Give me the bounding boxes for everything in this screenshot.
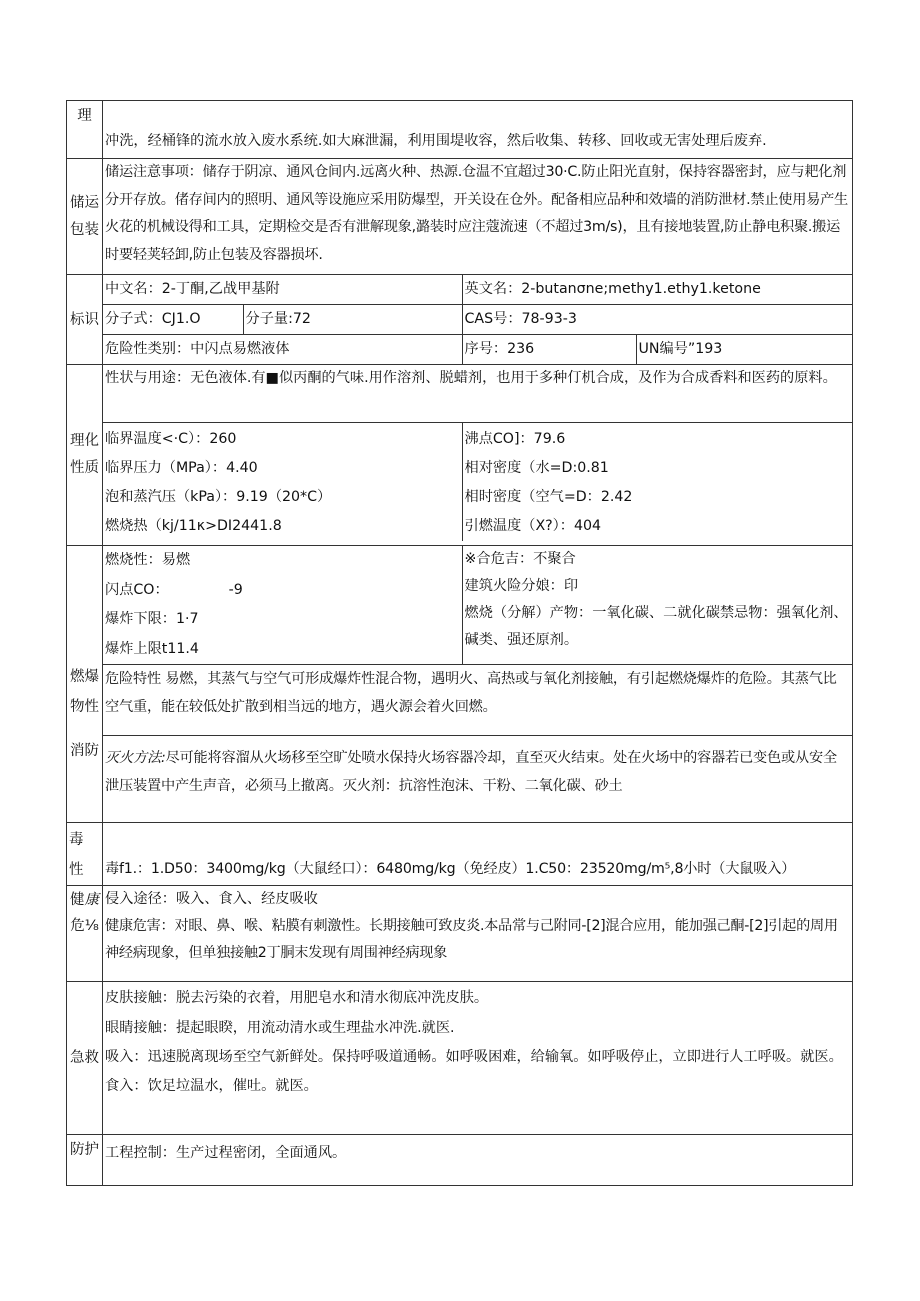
row-fire-props	[67, 546, 853, 665]
flash-point: 闪点CO： -9	[105, 581, 243, 598]
firstaid-ingest: 食入：饮足垃温水，催吐。就医。	[105, 1078, 318, 1094]
health-hazard: 健康危害：对眼、鼻、喉、粘膜有刺激性。长期接触可致皮炎.本品常与己附同-[2]混合应用，能加强己酮-[2]引起的周用神经病现象，但单独接触2丁胴末发现有周围神经病现象	[105, 918, 838, 961]
lower-limit: 爆炸下限：1·7	[105, 611, 199, 627]
extinguish-method-label: 灭火方法:	[105, 750, 166, 766]
storage-text: 储运注意事项：储存于阴凉、通风仓间内.远离火种、热源.仓温不宜超过30·C.防止阳光直射，保持容器密封，应与耙化剂分开存放。偖存间内的照明、通风等设施应采用防爆型，开关设在仓外。配备相应品种和效墙的消防泄材.禁止使用易产生火花的机械设得和工具，定期检交是否有泄解现象,潞装时应注蔻流速（不超过3m/s)，且有接地装置,防止静电积聚.搬运时要轻荚轻卸,防止包装及容器损坏.	[105, 164, 848, 263]
extinguish-method: 尽可能将容溜从火场移至空旷处喷水保持火场容器冷却，直至灭火结束。处在火场中的容器若已变色或从安全泄压装置中产生声音，必须马上撤离。灭火剂：抗溶性泡沫、干粉、二氧化碳、砂土	[105, 750, 837, 794]
decomposition-products: 燃烧（分解）产物：一氧化碳、二就化碳禁忌物：强氧化剂、碱类、强还原剂。	[464, 605, 848, 648]
label-firstaid: 急救	[67, 982, 103, 1135]
row-protection	[67, 1135, 853, 1186]
physchem-grid	[103, 423, 853, 541]
flash-point-value: -9	[228, 581, 243, 598]
row-toxicity	[67, 823, 853, 886]
extinguish	[105, 736, 850, 800]
label-fire: 燃爆 物性 消防	[67, 546, 103, 823]
vapor-pressure: 泡和蒸汽压（kPa）：9.19（20*C）	[103, 483, 462, 512]
row-fire-hazard	[67, 665, 853, 736]
hazard-feature: 危险特性 易燃，其蒸气与空气可形成爆炸性混合物，遇明火、高热或与氧化剂接触，有引起燃烧爆炸的危险。其蒸气比空气重，能在较低处扩散到相当远的地方，遇火源会着火回燃。	[105, 671, 837, 715]
formula: 分子式：CJ1.O	[103, 305, 243, 335]
rel-density-air: 相时密度（空气=D：2.42	[464, 489, 633, 505]
crit-pressure: 临界压力（MPa）：4.40	[103, 454, 462, 483]
firstaid-skin: 皮肤接触：脱去污染的衣着，用肥皂水和清水彻底冲洗皮肤。	[105, 990, 489, 1006]
toxicity-text: 毒f1.：1.D50：3400mg/kg（大鼠经口）：6480mg/kg（免经皮）1.C50：23520mg/m⁵,8小时（大鼠吸入）	[105, 861, 796, 877]
en-name: 英文名：2-butanσne;methy1.ethy1.ketone	[464, 281, 761, 297]
label-physchem: 理化性质	[67, 365, 103, 546]
mol-weight: 分子量:72	[243, 305, 462, 335]
serial-number: 序号：236	[462, 335, 636, 365]
polymer-hazard: ※合危吉：不聚合	[464, 551, 576, 567]
protection-engineering: 工程控制：生产过程密闭，全面通风。	[105, 1145, 347, 1161]
row-fire-extinguish	[67, 736, 853, 823]
physchem-use: 性状与用途：无色液体.有■似丙酮的气味.用作溶剂、脱蜡剂，也用于多种仃机合成，及作为合成香料和医药的原料。	[105, 370, 837, 386]
flammability: 燃烧性：易燃	[105, 552, 191, 568]
label-toxicity: 毒 性	[67, 823, 103, 886]
combustion-heat: 燃烧热（kj/11κ>DI2441.8	[103, 512, 462, 541]
msds-sheet	[66, 100, 852, 1186]
label-storage: 储运包装	[67, 159, 103, 275]
firstaid-eye: 眼睛接触：提起眼睽，用流动清水或生理盐水冲洗.就医.	[105, 1020, 455, 1036]
firstaid-inhale: 吸入：迅速脱离现场至空气新鲜处。保持呼吸道通畅。如呼吸困难，给输氧。如呼吸停止，立即进行人工呼吸。就医。	[105, 1049, 843, 1065]
un-number: UN编号”193	[636, 335, 853, 365]
row-treatment	[67, 101, 853, 159]
row-physchem-values	[67, 423, 853, 546]
row-physchem-use	[67, 365, 853, 423]
treatment-text: 冲洗，经桶锋的流水放入废水系统.如大麻泄漏，利用围堤收容，然后收集、转移、回收或无害处理后废弃.	[105, 133, 767, 149]
boiling-point: 沸点CO]：79.6	[464, 431, 566, 447]
msds-table	[66, 100, 853, 1186]
row-health	[67, 886, 853, 982]
building-class: 建筑火险分娘：印	[464, 578, 579, 594]
row-identity	[67, 275, 853, 365]
row-firstaid	[67, 982, 853, 1135]
upper-limit: 爆炸上限t11.4	[105, 640, 199, 657]
fire-grid	[103, 546, 853, 664]
label-identity: 标识	[67, 275, 103, 365]
hazard-class: 危险性类别：中闪点易燃液体	[103, 335, 462, 365]
cas-number: CAS号：78-93-3	[462, 305, 853, 335]
rel-density-water: 相对密度（水=D:0.81	[464, 460, 609, 476]
label-treatment: 理	[67, 101, 103, 159]
cn-name: 中文名：2-丁酮,乙战甲基附	[103, 275, 462, 305]
health-route: 侵入途径：吸入、食入、经皮吸收	[105, 891, 318, 907]
label-health: 健康 危⅛	[67, 886, 103, 982]
label-protection: 防护	[67, 1135, 103, 1186]
ignition-temp: 引燃温度（X?）：404	[464, 518, 602, 534]
row-storage	[67, 159, 853, 275]
identity-grid	[103, 275, 853, 364]
crit-temp: 临界温度<·C）：260	[103, 423, 462, 454]
